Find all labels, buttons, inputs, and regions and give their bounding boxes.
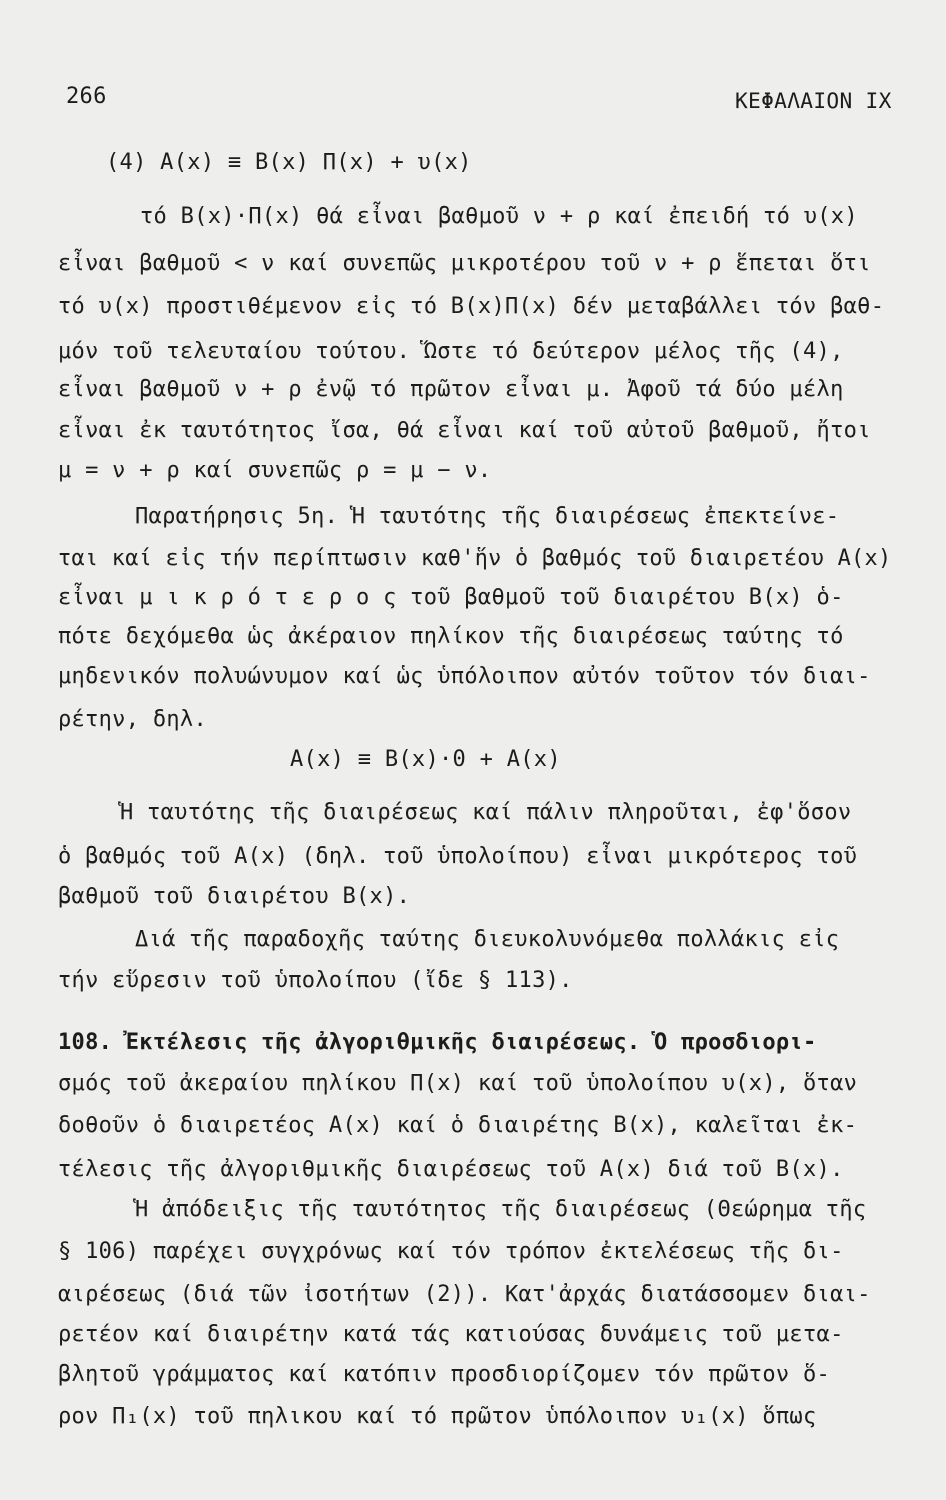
text-line: μόν τοῦ τελευταίου τούτου. Ὥστε τό δεύτερον μέλος τῆς (4), bbox=[58, 339, 844, 364]
text-line: μηδενικόν πολυώνυμον καί ὡς ὑπόλοιπον αὐτόν τοῦτον τόν διαι- bbox=[58, 664, 871, 689]
text-line: εἶναι ἐκ ταυτότητος ἴσα, θά εἶναι καί τοῦ αὐτοῦ βαθμοῦ, ἤτοι bbox=[58, 418, 871, 443]
text-line: αιρέσεως (διά τῶν ἰσοτήτων (2)). Κατ'ἀρχάς διατάσσομεν διαι- bbox=[58, 1282, 871, 1307]
text-line: τήν εὕρεσιν τοῦ ὑπολοίπου (ἴδε § 113). bbox=[58, 968, 573, 993]
text-line: βαθμοῦ τοῦ διαιρέτου B(x). bbox=[58, 884, 411, 909]
text-line: ὁ βαθμός τοῦ A(x) (δηλ. τοῦ ὑπολοίπου) εἶναι μικρότερος τοῦ bbox=[58, 844, 858, 869]
text-line: ρετέον καί διαιρέτην κατά τάς κατιούσας δυνάμεις τοῦ μετα- bbox=[58, 1322, 844, 1347]
text-line: Διά τῆς παραδοχῆς ταύτης διευκολυνόμεθα πολλάκις εἰς bbox=[135, 927, 840, 952]
chapter-title: ΚΕΦΑΛΑΙΟΝ IX bbox=[735, 88, 892, 113]
text-line: σμός τοῦ ἀκεραίου πηλίκου Π(x) καί τοῦ ὑπολοίπου υ(x), ὅταν bbox=[58, 1071, 858, 1096]
text-line: πότε δεχόμεθα ὡς ἀκέραιον πηλίκον τῆς διαιρέσεως ταύτης τό bbox=[58, 624, 844, 649]
text-line: ρέτην, δηλ. bbox=[58, 707, 207, 732]
equation-zero-quotient: A(x) ≡ B(x)·0 + A(x) bbox=[290, 747, 561, 772]
text-line: εἶναι βαθμοῦ ν + ρ ἐνῷ τό πρῶτον εἶναι μ. Ἀφοῦ τά δύο μέλη bbox=[58, 377, 844, 402]
text-line: § 106) παρέχει συγχρόνως καί τόν τρόπον ἐκτελέσεως τῆς δι- bbox=[58, 1239, 844, 1264]
text-line: ται καί εἰς τήν περίπτωσιν καθ'ἥν ὁ βαθμός τοῦ διαιρετέου A(x) bbox=[58, 546, 892, 571]
text-line: ρον Π₁(x) τοῦ πηλικου καί τό πρῶτον ὑπόλοιπον υ₁(x) ὅπως bbox=[58, 1404, 817, 1429]
text-line: δοθοῦν ὁ διαιρετέος A(x) καί ὁ διαιρέτης B(x), καλεῖται ἐκ- bbox=[58, 1113, 858, 1138]
page-number: 266 bbox=[66, 84, 107, 109]
text-line: τό B(x)·Π(x) θά εἶναι βαθμοῦ ν + ρ καί ἐπειδή τό υ(x) bbox=[140, 204, 858, 229]
text-line: Ἡ ταυτότης τῆς διαιρέσεως καί πάλιν πληροῦται, ἐφ'ὅσον bbox=[120, 800, 852, 825]
text-line: εἶναι βαθμοῦ < ν καί συνεπῶς μικροτέρου τοῦ ν + ρ ἕπεται ὅτι bbox=[58, 251, 871, 276]
equation-4: (4) A(x) ≡ B(x) Π(x) + υ(x) bbox=[106, 150, 472, 175]
text-line: εἶναι μ ι κ ρ ό τ ε ρ ο ς τοῦ βαθμοῦ τοῦ διαιρέτου B(x) ὁ- bbox=[58, 585, 844, 610]
text-line: βλητοῦ γράμματος καί κατόπιν προσδιορίζομεν τόν πρῶτον ὅ- bbox=[58, 1362, 831, 1387]
text-line: Ἡ ἀπόδειξις τῆς ταυτότητος τῆς διαιρέσεως (Θεώρημα τῆς bbox=[135, 1197, 867, 1222]
text-line: τό υ(x) προστιθέμενον εἰς τό B(x)Π(x) δέν μεταβάλλει τόν βαθ- bbox=[58, 294, 885, 319]
text-line: τέλεσις τῆς ἀλγοριθμικῆς διαιρέσεως τοῦ A(x) διά τοῦ B(x). bbox=[58, 1157, 844, 1182]
section-108-heading-line: 108. Ἐκτέλεσις τῆς ἀλγοριθμικῆς διαιρέσεως. Ὁ προσδιορι- bbox=[58, 1030, 817, 1055]
text-line: μ = ν + ρ καί συνεπῶς ρ = μ − ν. bbox=[58, 458, 492, 483]
remark-heading-line: Παρατήρησις 5η. Ἡ ταυτότης τῆς διαιρέσεως ἐπεκτείνε- bbox=[135, 504, 840, 529]
